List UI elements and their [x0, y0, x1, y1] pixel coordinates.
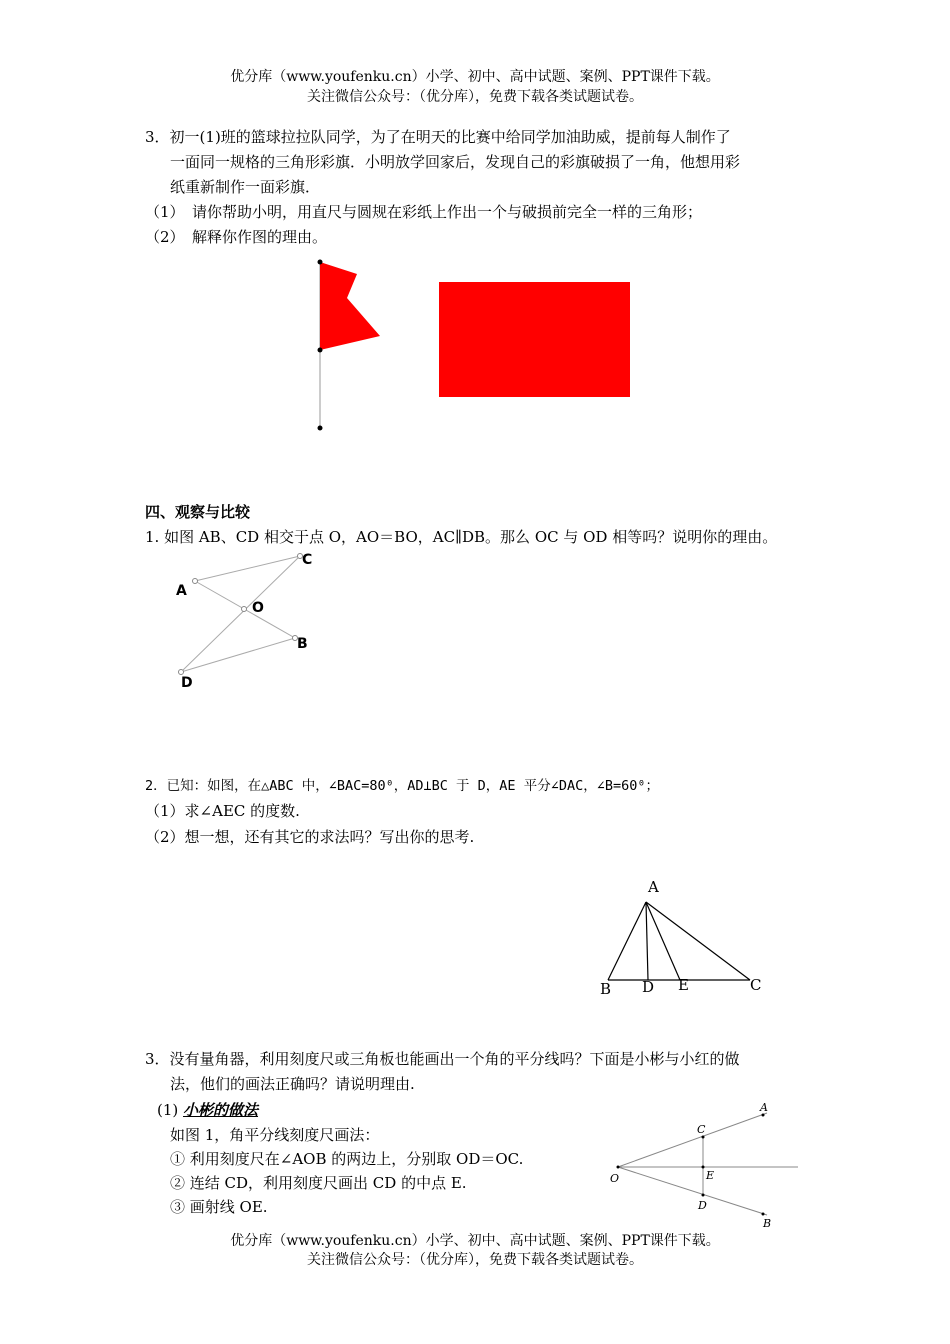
point-o — [242, 607, 247, 612]
footer-line-1: 优分库（www.youfenku.cn）小学、初中、高中试题、案例、PPT课件下载。 — [230, 1233, 720, 1249]
section-4-title: 四、观察与比较 — [145, 503, 251, 521]
header-line-2: 关注微信公众号：（优分库），免费下载各类试题试卷。 — [307, 89, 643, 105]
label-e: E — [678, 976, 689, 994]
label-d: D — [642, 978, 655, 996]
point-b — [762, 1213, 765, 1216]
q3-flag-line-3: 纸重新制作一面彩旗． — [170, 178, 321, 196]
q3-flag-sub-2: （2） 解释你作图的理由。 — [145, 228, 328, 246]
point-a — [193, 579, 198, 584]
altitude-ad — [646, 902, 648, 980]
label-d: D — [698, 1199, 707, 1212]
header-line-1: 优分库（www.youfenku.cn）小学、初中、高中试题、案例、PPT课件下载。 — [230, 69, 720, 85]
triangle-abc-figure — [590, 872, 780, 1002]
point-d — [179, 670, 184, 675]
q3-flag-line-2: 一面同一规格的三角形彩旗．小明放学回家后，发现自己的彩旗破损了一角，他想用彩 — [170, 153, 741, 171]
flag-pole-bottom-point — [318, 426, 323, 431]
s4-q2-sub-2: （2）想一想，还有其它的求法吗？写出你的思考. — [145, 828, 475, 846]
s4-q2-sub-1: （1）求∠AEC 的度数. — [145, 802, 300, 820]
q3-flag-sub-1: （1） 请你帮助小明，用直尺与圆规在彩纸上作出一个与破损前完全一样的三角形； — [145, 203, 703, 221]
broken-flag-figure — [300, 250, 660, 440]
label-b: B — [600, 980, 612, 998]
s4-q3-step-3: ③ 画射线 OE. — [170, 1198, 268, 1216]
point-d — [702, 1194, 705, 1197]
s4-q1-text: 1. 如图 AB、CD 相交于点 O，AO＝BO，AC∥DB。那么 OC 与 OD 相等吗？说明你的理由。 — [145, 528, 778, 546]
point-e — [702, 1166, 705, 1169]
footer-line-2: 关注微信公众号：（优分库），免费下载各类试题试卷。 — [307, 1252, 643, 1268]
label-a: A — [760, 1101, 768, 1114]
s4-q3-step-0: 如图 1，角平分线刻度尺画法： — [170, 1126, 380, 1144]
label-c: C — [302, 552, 313, 568]
ray-ob — [618, 1167, 767, 1215]
side-ab — [608, 902, 646, 980]
angle-bisector-figure — [600, 1095, 805, 1235]
label-b: B — [297, 636, 308, 652]
intersecting-lines-figure — [160, 545, 340, 695]
flag-pole-mid-point — [318, 348, 323, 353]
flag-pole-top-point — [318, 260, 323, 265]
s4-q3-line-2: 法，他们的画法正确吗？请说明理由. — [170, 1075, 415, 1093]
s4-q3-method — [157, 1099, 258, 1120]
method-prefix: (1) — [157, 1101, 184, 1119]
label-c: C — [697, 1123, 706, 1136]
label-o: O — [252, 600, 264, 616]
label-b: B — [763, 1217, 772, 1230]
s4-q3-step-2: ② 连结 CD，利用刻度尺画出 CD 的中点 E. — [170, 1174, 467, 1192]
s4-q3-line-1: 3．没有量角器，利用刻度尺或三角板也能画出一个角的平分线吗？下面是小彬与小红的做 — [145, 1050, 740, 1068]
bisector-ae — [646, 902, 680, 980]
segment-ac — [195, 556, 300, 581]
label-a: A — [176, 583, 187, 599]
q3-flag-line-1: 3．初一(1)班的篮球拉拉队同学，为了在明天的比赛中给同学加油助威，提前每人制作了 — [145, 128, 731, 146]
s4-q2-line-1: 2．已知：如图，在△ABC 中，∠BAC=80⁰，AD⊥BC 于 D，AE 平分∠DAC，∠B=60⁰； — [145, 778, 659, 794]
ray-oa — [618, 1113, 767, 1167]
label-d: D — [181, 675, 193, 691]
method-title: 小彬的做法 — [183, 1101, 259, 1119]
side-ac — [646, 902, 750, 980]
s4-q3-step-1: ① 利用刻度尺在∠AOB 的两边上，分别取 OD＝OC. — [170, 1150, 524, 1168]
label-o: O — [610, 1172, 620, 1185]
broken-flag — [320, 262, 380, 350]
point-o — [617, 1166, 620, 1169]
label-e: E — [706, 1169, 715, 1182]
label-c: C — [750, 976, 762, 994]
label-a: A — [648, 878, 659, 896]
colored-paper — [439, 282, 630, 397]
